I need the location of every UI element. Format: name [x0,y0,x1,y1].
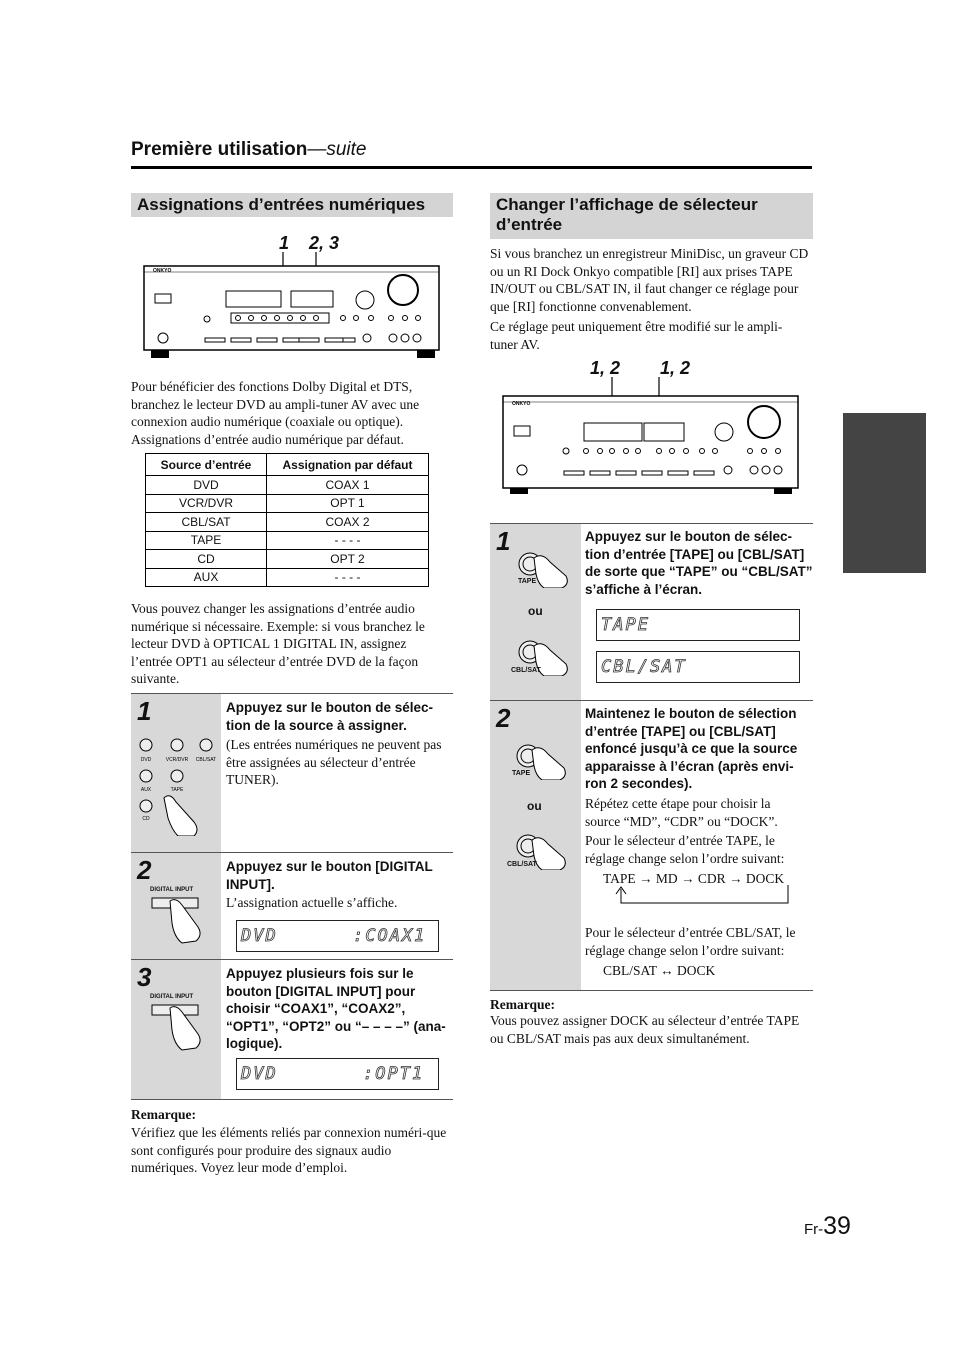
cblsat-sequence: CBL/SAT ↔ DOCK [603,963,716,978]
button-label: TAPE [170,787,184,793]
table-row [146,476,429,495]
divider [490,990,813,991]
button-label: AUX [140,787,152,793]
button-label: CBL/SAT [195,757,216,763]
step-text: (Les entrées numériques ne peuvent pas être assignées au sélecteur d’entrée TUNER). [226,737,442,787]
step-text: Pour le sélecteur d’entrée TAPE, le réglage change selon l’ordre suivant: [585,833,785,866]
receiver-front-panel-right [502,375,800,495]
button-label: CBL/SAT [507,861,537,868]
hand-icon [532,748,565,780]
or-label: ou [528,604,543,618]
side-tab [843,413,926,573]
step-text: Répétez cette étape pour choisir la source “MD”, “CDR” ou “DOCK”. [585,796,778,829]
table-cell: COAX 2 [267,513,429,532]
header-rule [131,166,812,169]
step-instruction: Appuyez plusieurs fois sur le bouton [DIGITAL INPUT] pour choisir “COAX1”, “COAX2”, “OPT1”, “OPT2” ou “– – – –” (ana-logique). [226,966,446,1051]
table-header: Assignation par défaut [267,454,429,476]
input-buttons-illustration [136,736,216,836]
lcd-display [236,920,439,952]
step-number: 1 [137,696,152,726]
page-num: 39 [823,1212,851,1240]
step-instruction: Appuyez sur le bouton de sélec-tion d’entrée [TAPE] ou [CBL/SAT] de sorte que “TAPE” ou “CBL/SAT” s’affiche à l’écran. [585,529,813,597]
table-cell: COAX 1 [267,476,429,495]
device-brand: ONKYO [153,268,172,274]
assignment-table [145,453,429,587]
button-label: DVD [140,757,152,763]
digital-input-label: DIGITAL INPUT [150,887,194,893]
table-cell: TAPE [146,531,267,550]
table-cell: VCR/DVR [146,494,267,513]
right-section-title: Changer l’affichage de sélecteur d’entrée [490,193,813,239]
table-cell: CBL/SAT [146,513,267,532]
lcd-right: :OPT1 [363,1064,425,1084]
button-label: CBL/SAT [511,667,541,674]
step-number: 3 [137,962,152,992]
page-number [804,1212,851,1241]
page-header [131,139,366,161]
step-instruction: Maintenez le bouton de sélection d’entrée [TAPE] ou [CBL/SAT] enfoncé jusqu’à ce que la source apparaisse à l’écran (après envi-ron 2 secondes). [585,706,798,791]
hand-icon [164,796,197,836]
table-cell: CD [146,550,267,569]
tape-sequence: TAPE → MD → CDR → DOCK [603,871,785,886]
left-section-title: Assignations d’entrées numériques [131,193,453,217]
table-header-row [146,454,429,476]
note-text: Vérifiez que les éléments reliés par connexion numéri-que sont configurés pour produire des signaux audio numériques. Voyez leur mode d’emploi. [131,1125,447,1175]
page-prefix: Fr- [804,1221,824,1238]
right-para1: Si vous branchez un enregistreur MiniDisc, un graveur CD ou un RI Dock Onkyo compatible [RI] aux prises TAPE IN/OUT ou CBL/SAT IN, il faut changer ce réglage pour que [RI] fonctionne convenablement. [490,246,809,314]
lcd-left: DVD [241,1064,278,1084]
digital-input-label: DIGITAL INPUT [150,994,194,1000]
lcd-display [236,1058,439,1090]
table-header: Source d’entrée [146,454,267,476]
hand-icon [532,838,565,870]
button-label: TAPE [518,578,537,585]
step-number: 1 [496,526,511,556]
divider [131,1099,453,1100]
table-row [146,550,429,569]
step-text: Pour le sélecteur d’entrée CBL/SAT, le réglage change selon l’ordre suivant: [585,925,796,958]
step-number: 2 [137,855,152,885]
hand-icon [534,556,567,588]
button-label: CD [142,816,150,822]
step-text: L’assignation actuelle s’affiche. [226,895,398,910]
step-instruction: Appuyez sur le bouton de sélec-tion de la source à assigner. [226,700,434,733]
table-row [146,531,429,550]
loop-arrow-icon [613,885,803,907]
table-cell: - - - - [267,568,429,587]
digital-input-button-illustration [150,895,220,945]
table-cell: - - - - [267,531,429,550]
right-para2: Ce réglage peut uniquement être modifié sur le ampli-tuner AV. [490,319,783,352]
table-cell: DVD [146,476,267,495]
button-label: TAPE [512,770,531,777]
button-label: VCR/DVR [165,757,189,763]
note-title: Remarque: [490,997,555,1012]
table-row [146,494,429,513]
left-para2: Vous pouvez changer les assignations d’entrée audio numérique si nécessaire. Exemple: si vous branchez le lecteur DVD à OPTICAL 1 DIGITAL IN, assignez l’entrée OPT1 au sélecteur d’entrée DVD de la façon suivante. [131,601,425,686]
lcd-display-tape: TAPE [596,609,800,641]
lcd-right: :COAX1 [353,926,427,946]
note-text: Vous pouvez assigner DOCK au sélecteur d’entrée TAPE ou CBL/SAT mais pas aux deux simultanément. [490,1013,800,1046]
left-intro: Pour bénéficier des fonctions Dolby Digital et DTS, branchez le lecteur DVD au ampli-tuner AV avec une connexion audio numérique (coaxiale ou optique). Assignations d’entrée audio numérique par défaut. [131,379,420,447]
header-title: Première utilisation [131,139,308,160]
digital-input-button-illustration [150,1002,220,1052]
lcd-display-cblsat: CBL/SAT [596,651,800,683]
note-title: Remarque: [131,1107,196,1122]
table-cell: OPT 2 [267,550,429,569]
lcd-left: DVD [241,926,278,946]
device-brand: ONKYO [512,401,531,407]
table-row [146,513,429,532]
table-cell: OPT 1 [267,494,429,513]
right-callout-labels: 1, 2 1, 2 [590,358,691,378]
header-subtitle: —suite [307,139,367,160]
table-row [146,568,429,587]
or-label: ou [527,799,542,813]
step-number: 2 [496,703,511,733]
left-callout-labels: 1 2, 3 [279,233,340,253]
step-instruction: Appuyez sur le bouton [DIGITAL INPUT]. [226,859,433,892]
receiver-front-panel-left [143,250,441,362]
table-cell: AUX [146,568,267,587]
